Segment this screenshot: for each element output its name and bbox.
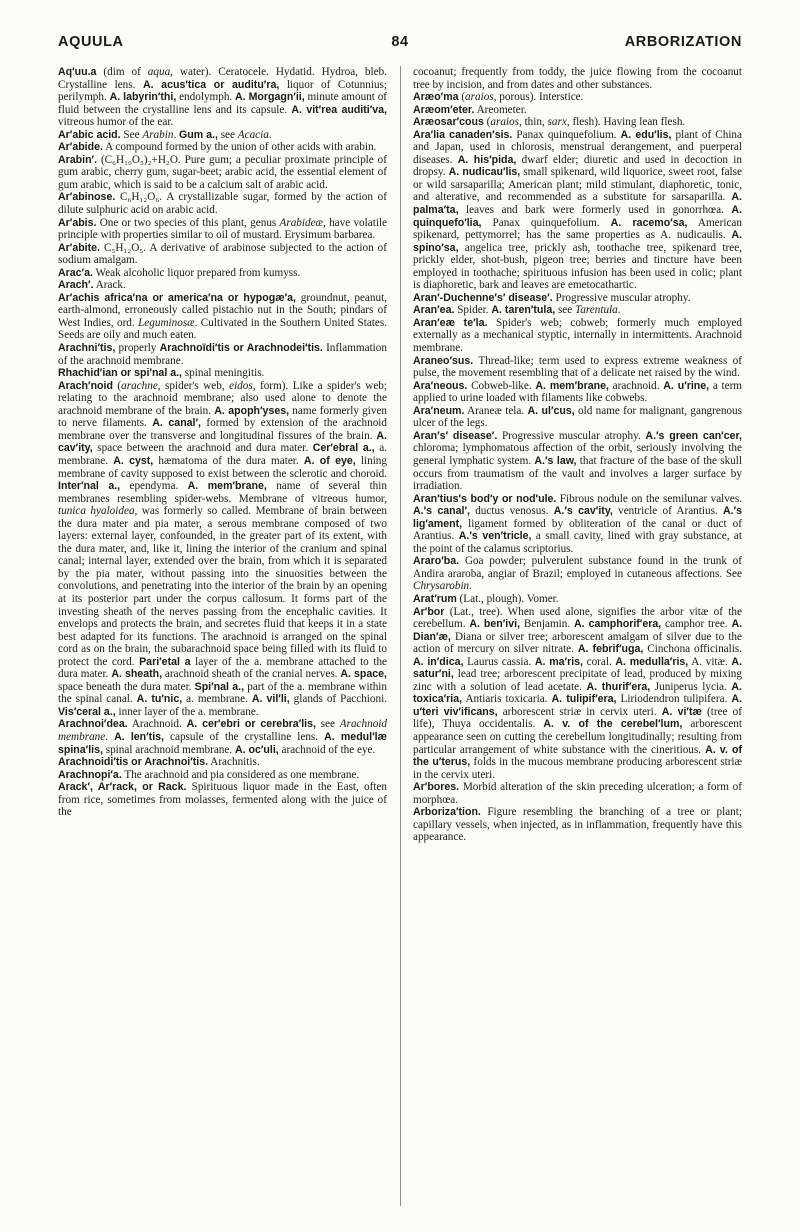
dictionary-entry: Arac′a. Weak alcoholic liquor prepared from kumyss.: [58, 266, 301, 279]
dictionary-entry: Arabin′. (C₆H₁₀O₅)₂+H₂O. Pure gum; a peculiar proximate principle of gum arabic, cherry gum, sugar-beet; arabic acid, the essential element of gum arabic, which is said to be a calcium salt of arabic acid.: [58, 153, 387, 191]
dictionary-entry: Aran′eæ te′la. Spider's web; cobweb; formerly much employed externally as a mechanical styptic, internally in intermittents. Arachnoid membrane.: [413, 316, 742, 355]
dictionary-entry: Arach′noid (arachne, spider's web, eidos, form). Like a spider's web; relating to the arachnoid membrane; also used alone to denote the arachnoid membrane of the brain. A. apoph′yses, name formerly given to nerve filaments. A. canal′, formed by extension of the arachnoid membrane over the transverse and longitudinal fissures of the brain. A. cav′ity, space between the arachnoid and dura mater. Cer′ebral a., a. membrane. A. cyst, hæmatoma of the dura mater. A. of eye, lining membrane of cavity supposed to exist between the sclerotic and choroid. Inter′nal a., ependyma. A. mem′brane, name of several thin membranes resembling spider-webs. Membrane of vitreous humor, tunica hyaloidea, was formerly so called. Membrane of brain between the dura mater and pia mater, a serous membrane composed of two layers: external layer, confounded, in the greater part of its extent, with the dura mater, and, like it, lining the interior of the cranium and spinal canal; internal layer, extended over the brain, from which it is separated by the pia mater, without passing into the sinuosities between the convolutions, and penetrating into the interior of the brain by an opening at its posterior part under the corpus callosum. It forms part of the investing sheath of the nerves passing from the encephalic cavities. It envelops and protects the brain, and secretes fluid that keeps it in a state best adapted for its functions. The arachnoid is arranged on the spinal cord as on the brain, the subarachnoid space being filled with its fluid to protect the cord. Pari′etal a layer of the a. membrane attached to the dura mater. A. sheath, arachnoid sheath of the cranial nerves. A. space, space beneath the dura mater. Spi′nal a., part of the a. membrane within the spinal canal. A. tu′nic, a. membrane. A. vil′li, glands of Pacchioni. Vis′ceral a., inner layer of the a. membrane.: [58, 379, 388, 718]
left-column: [58, 66, 387, 819]
dictionary-entry: Aræo′ma (araios, porous). Interstice.: [413, 91, 584, 104]
page-number: 84: [391, 34, 409, 50]
dictionary-entry: Ar′bores. Morbid alteration of the skin preceding ulceration; a form of morphœa.: [413, 781, 742, 806]
dictionary-entry: Arachnopi′a. The arachnoid and pia considered as one membrane.: [58, 768, 360, 781]
header-last-word: ARBORIZATION: [624, 34, 742, 50]
dictionary-entry: Ara′neous. Cobweb-like. A. mem′brane, arachnoid. A. u′rine, a term applied to urine loaded with filaments like cobwebs.: [413, 379, 743, 405]
dictionary-entry: Aq′uu.a (dim of aqua, water). Ceratocele. Hydatid. Hydroa, bleb. Crystalline lens. A. acus′tica or auditu′ra, liquor of Cotunnius; perilymph. A. labyrin′thi, endolymph. A. Morgagn′ii, minute amount of fluid between the crystalline lens and its capsule. A. vit′rea auditi′va, vitreous humor of the ear.: [58, 66, 388, 129]
dictionary-entry: Ar′abic acid. See Arabin. Gum a., see Acacia.: [58, 128, 272, 141]
dictionary-entry: cocoanut; frequently from toddy, the juice flowing from the cocoanut tree by incision, and from dates and other substances.: [413, 66, 742, 91]
dictionary-entry: Arack′, Ar′rack, or Rack. Spirituous liquor made in the East, often from rice, sometimes from molasses, fermented along with the juice of the: [58, 781, 387, 819]
dictionary-entry: Aran′-Duchenne′s′ disease′. Progressive muscular atrophy.: [413, 291, 691, 304]
dictionary-entry: Arachnoi′dea. Arachnoid. A. cer′ebri or cerebra′lis, see Arachnoid membrane. A. len′tis, capsule of the crystalline lens. A. medul′læ spina′lis, spinal arachnoid membrane. A. oc′uli, arachnoid of the eye.: [58, 718, 387, 756]
dictionary-entry: Rhachid′ian or spi′nal a., spinal meningitis.: [58, 367, 265, 380]
dictionary-entry: Aræosar′cous (araios, thin, sarx, flesh). Having lean flesh.: [413, 116, 686, 129]
header-first-word: AQUULA: [58, 34, 124, 50]
dictionary-entry: Arat′rum (Lat., plough). Vomer.: [413, 592, 559, 605]
dictionary-entry: Araro′ba. Goa powder; pulverulent substance found in the trunk of Andira araroba, angiar of Brazil; employed in cutaneous affections. See Chrysarobin.: [413, 555, 742, 593]
dictionary-entry: Ar′abis. One or two species of this plant, genus Arabideæ, have volatile principle with properties similar to oil of mustard. Erysimum barbarea.: [58, 216, 387, 242]
dictionary-entry: Ar′achis africa′na or america′na or hypogæ′a, groundnut, peanut, earth-almond, erroneously called pistachio nut in the South; pindars of West Indies, ord. Leguminosæ. Cultivated in the Southern United States. Seeds are oily and much eaten.: [58, 291, 388, 342]
dictionary-entry: Aran′tius′s bod′y or nod′ule. Fibrous nodule on the semilunar valves. A.′s canal′, ductus venosus. A.′s cav′ity, ventricle of Arantius. A.′s lig′ament, ligament formed by obliteration of the canal or duct of Arantius. A.′s ven′tricle, a small cavity, lined with gray substance, at the point of the calamus scriptorius.: [413, 492, 742, 555]
dictionary-entry: Aran′s′ disease′. Progressive muscular atrophy. A.′s green can′cer, chloroma; lymphomatous affection of the orbit, seriously involving the general lymphatic system. A.′s law, that fracture of the base of the skull occurs from traumatism of the vault and involves a larger surface by irradiation.: [413, 429, 742, 493]
dictionary-entry: Ar′abite. C₅H₁₂O₅. A derivative of arabinose subjected to the action of sodium amalgam.: [58, 241, 387, 267]
dictionary-entry: Aræom′eter. Areometer.: [413, 103, 527, 116]
dictionary-entry: Ara′neum. Araneæ tela. A. ul′cus, old name for malignant, gangrenous ulcer of the legs.: [413, 404, 742, 430]
dictionary-entry: Ar′abide. A compound formed by the union of other acids with arabin.: [58, 141, 377, 154]
dictionary-entry: Aran′ea. Spider. A. taren′tula, see Tarentula.: [413, 304, 621, 317]
page-header: [58, 34, 742, 54]
right-column: [413, 66, 742, 844]
dictionary-entry: Araneo′sus. Thread-like; term used to express extreme weakness of pulse, the movement resembling that of a delicate net raised by the wind.: [413, 354, 742, 380]
dictionary-entry: Arboriza′tion. Figure resembling the branching of a tree or plant; capillary vessels, when injected, as in inflammation, frequently have this appearance.: [413, 806, 742, 844]
dictionary-entry: Arach′. Arack.: [58, 279, 126, 292]
dictionary-entry: Ara′lia canaden′sis. Panax quinquefolium. A. edu′lis, plant of China and Japan, used in chlorosis, menstrual derangement, and puerperal diseases. A. his′pida, dwarf elder; diuretic and used in decoction in dropsy. A. nudicau′lis, small spikenard, wild liquorice, sweet root, false or wild sarsaparilla; American plant; mild stimulant, diaphoretic, tonic, and alterative, and recommended as a substitute for sarsaparilla. A. palma′ta, leaves and bark were formerly used in gonorrhœa. A. quinquefo′lia, Panax quinquefolium. A. racemo′sa, American spikenard, pettymorrel; has the same properties as A. nudicaulis. A. spino′sa, angelica tree, prickly ash, toothache tree, spikenard tree, prickly elder, shot-bush, pigeon tree; berries and tincture have been employed in toothache; spirituous infusion has been used in colic; plant is diaphoretic, bark and leaves are emetocathartic.: [413, 128, 743, 292]
column-divider: [400, 66, 401, 1206]
dictionary-entry: Ar′bor (Lat., tree). When used alone, signifies the arbor vitæ of the cerebellum. A. ben′ivi, Benjamin. A. camphorif′era, camphor tree. A. Dian′æ, Diana or silver tree; arborescent amalgam of silver due to the action of mercury on silver nitrate. A. febrif′uga, Cinchona officinalis. A. in′dica, Laurus cassia. A. ma′ris, coral. A. medulla′ris, A. vitæ. A. satur′ni, lead tree; arborescent precipitate of lead, produced by mixing zinc with a solution of lead acetate. A. thurif′era, Juniperus lycia. A. toxica′ria, Antiaris toxicaria. A. tulipif′era, Liriodendron tulipifera. A. u′teri viv′ificans, arborescent striæ in cervix uteri. A. vi′tæ (tree of life), Thuya occidentalis. A. v. of the cerebel′lum, arborescent appearance seen on cutting the cerebellum longitudinally; resulting from particular arrangement of white substance with the cineritious. A. v. of the u′terus, folds in the mucous membrane producing arborescent striæ in the cervix uteri.: [413, 605, 743, 781]
dictionary-entry: Arachnoidi′tis or Arachnoi′tis. Arachnitis.: [58, 756, 260, 769]
dictionary-entry: Ar′abinose. C₆H₁₂O₆. A crystallizable sugar, formed by the action of dilute sulphuric acid on arabic acid.: [58, 191, 387, 217]
dictionary-entry: Arachni′tis, properly Arachnoïdi′tis or Arachnodei′tis. Inflammation of the arachnoid membrane.: [58, 342, 387, 367]
